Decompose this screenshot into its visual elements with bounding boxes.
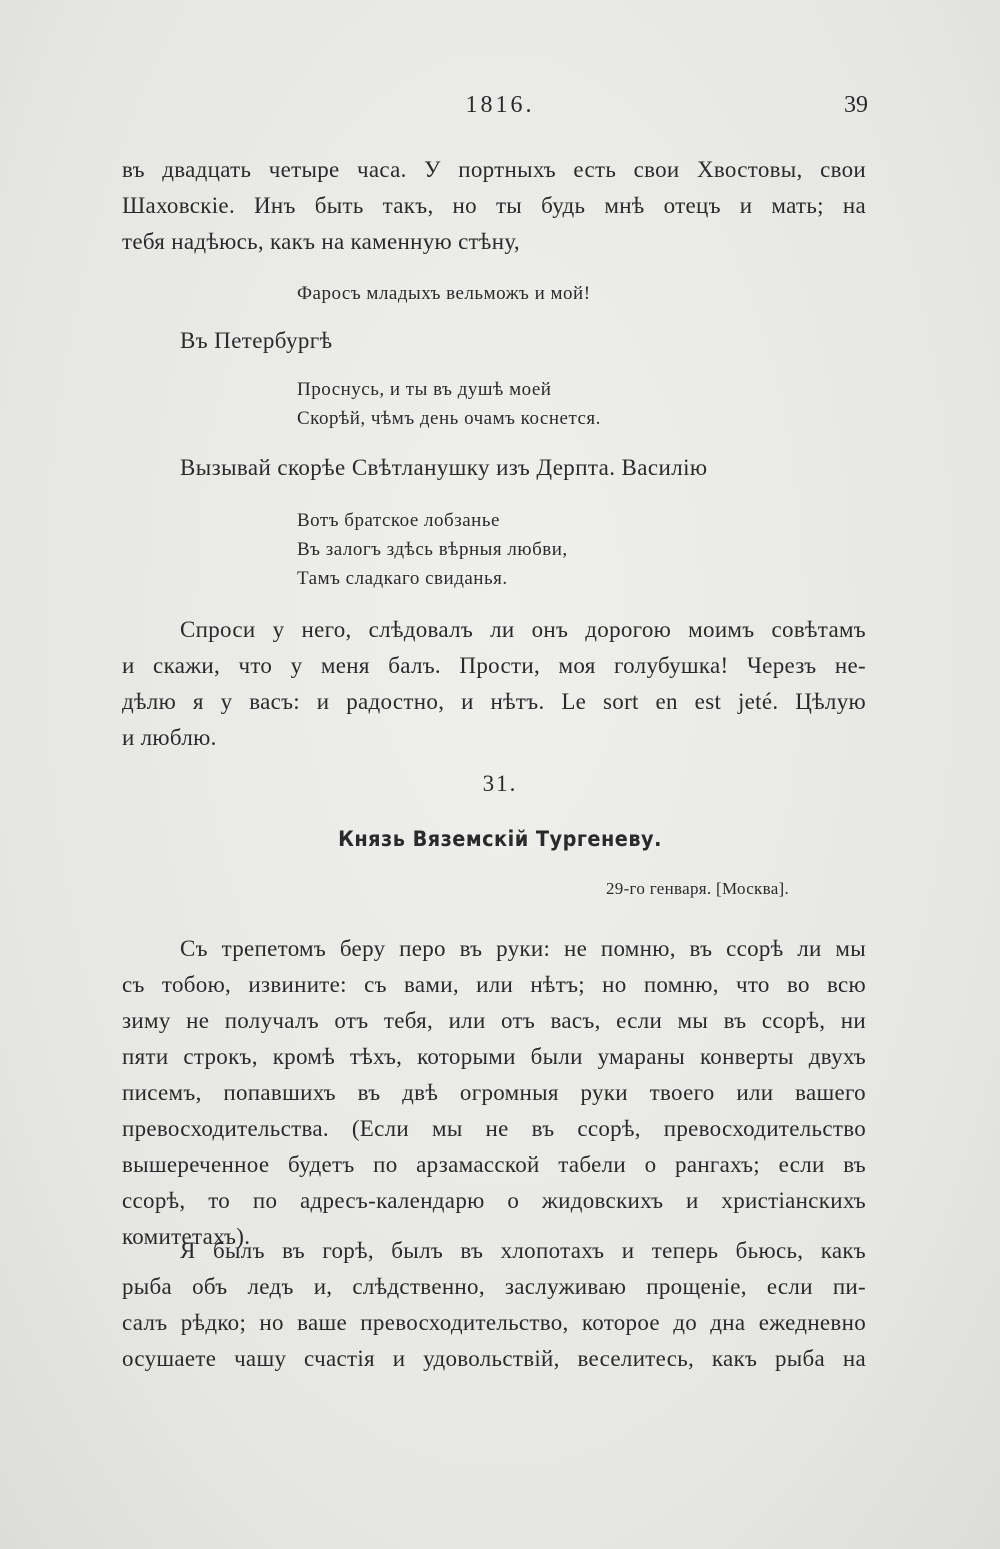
paragraph-letter-2	[122, 1233, 866, 1377]
summon-line: Вызывай скорѣе Свѣтланушку изъ Дерпта. Василію	[180, 455, 708, 480]
text-line: дѣлю я у васъ: и радостно, и нѣтъ. Le sort en est jeté. Цѣлую	[122, 689, 866, 714]
letter-dateline: 29-го генваря. [Москва].	[606, 879, 790, 898]
verse-quote-2	[297, 375, 601, 433]
verse-quote-1	[297, 279, 591, 308]
text-line: писемъ, попавшихъ въ двѣ огромныя руки твоего или вашего	[122, 1080, 866, 1105]
text-line: пяти строкъ, кромѣ тѣхъ, которыми были умараны конверты двухъ	[122, 1044, 866, 1069]
verse-line: Проснусь, и ты въ душѣ моей	[297, 379, 552, 400]
paragraph-continued	[122, 152, 866, 260]
text-line: Я былъ въ горѣ, былъ въ хлопотахъ и теперь бьюсь, какъ	[180, 1238, 866, 1263]
text-line: салъ рѣдко; но ваше превосходительство, которое до дна ежедневно	[122, 1310, 866, 1335]
text-line: и люблю.	[122, 725, 217, 750]
text-line: вышереченное будетъ по арзамасской табели о рангахъ; если въ	[122, 1152, 866, 1177]
text-line: осушаете чашу счастія и удовольствій, веселитесь, какъ рыба на	[122, 1346, 866, 1371]
paragraph-closing	[122, 612, 866, 756]
running-header-year: 1816.	[465, 92, 535, 118]
text-line: комитетахъ).	[122, 1224, 251, 1249]
in-petersburg-line: Въ Петербургѣ	[180, 328, 333, 353]
text-line: и скажи, что у меня балъ. Прости, моя голубушка! Черезъ не-	[122, 653, 866, 678]
page-number: 39	[844, 92, 868, 118]
text-line: зиму не получалъ отъ тебя, или отъ васъ, если мы въ ссорѣ, ни	[122, 1008, 866, 1033]
text-line: тебя надѣюсь, какъ на каменную стѣну,	[122, 229, 520, 254]
letter-number: 31.	[482, 771, 518, 796]
verse-line: Фаросъ младыхъ вельможъ и мой!	[297, 283, 591, 304]
verse-quote-3	[297, 506, 568, 593]
text-line: съ тобою, извините: съ вами, или нѣтъ; но помню, что во всю	[122, 972, 866, 997]
paragraph-letter-1	[122, 931, 866, 1255]
text-line: Съ трепетомъ беру перо въ руки: не помню, въ ссорѣ ли мы	[180, 936, 866, 961]
verse-line: Тамъ сладкаго свиданья.	[297, 568, 508, 589]
letter-title: Князь Вяземскій Тургеневу.	[338, 827, 662, 851]
verse-line: Скорѣй, чѣмъ день очамъ коснется.	[297, 408, 601, 429]
text-line: въ двадцать четыре часа. У портныхъ есть свои Хвостовы, свои	[122, 157, 866, 182]
text-line: Шаховскіе. Инъ быть такъ, но ты будь мнѣ отецъ и мать; на	[122, 193, 866, 218]
text-line: Спроси у него, слѣдовалъ ли онъ дорогою моимъ совѣтамъ	[180, 617, 866, 642]
text-line: превосходительства. (Если мы не въ ссорѣ, превосходительство	[122, 1116, 866, 1141]
verse-line: Въ залогъ здѣсь вѣрныя любви,	[297, 539, 568, 560]
text-line: ссорѣ, то по адресъ-календарю о жидовскихъ и христіанскихъ	[122, 1188, 866, 1213]
text-line: рыба объ ледъ и, слѣдственно, заслуживаю прощеніе, если пи-	[122, 1274, 866, 1299]
verse-line: Вотъ братское лобзанье	[297, 510, 500, 531]
